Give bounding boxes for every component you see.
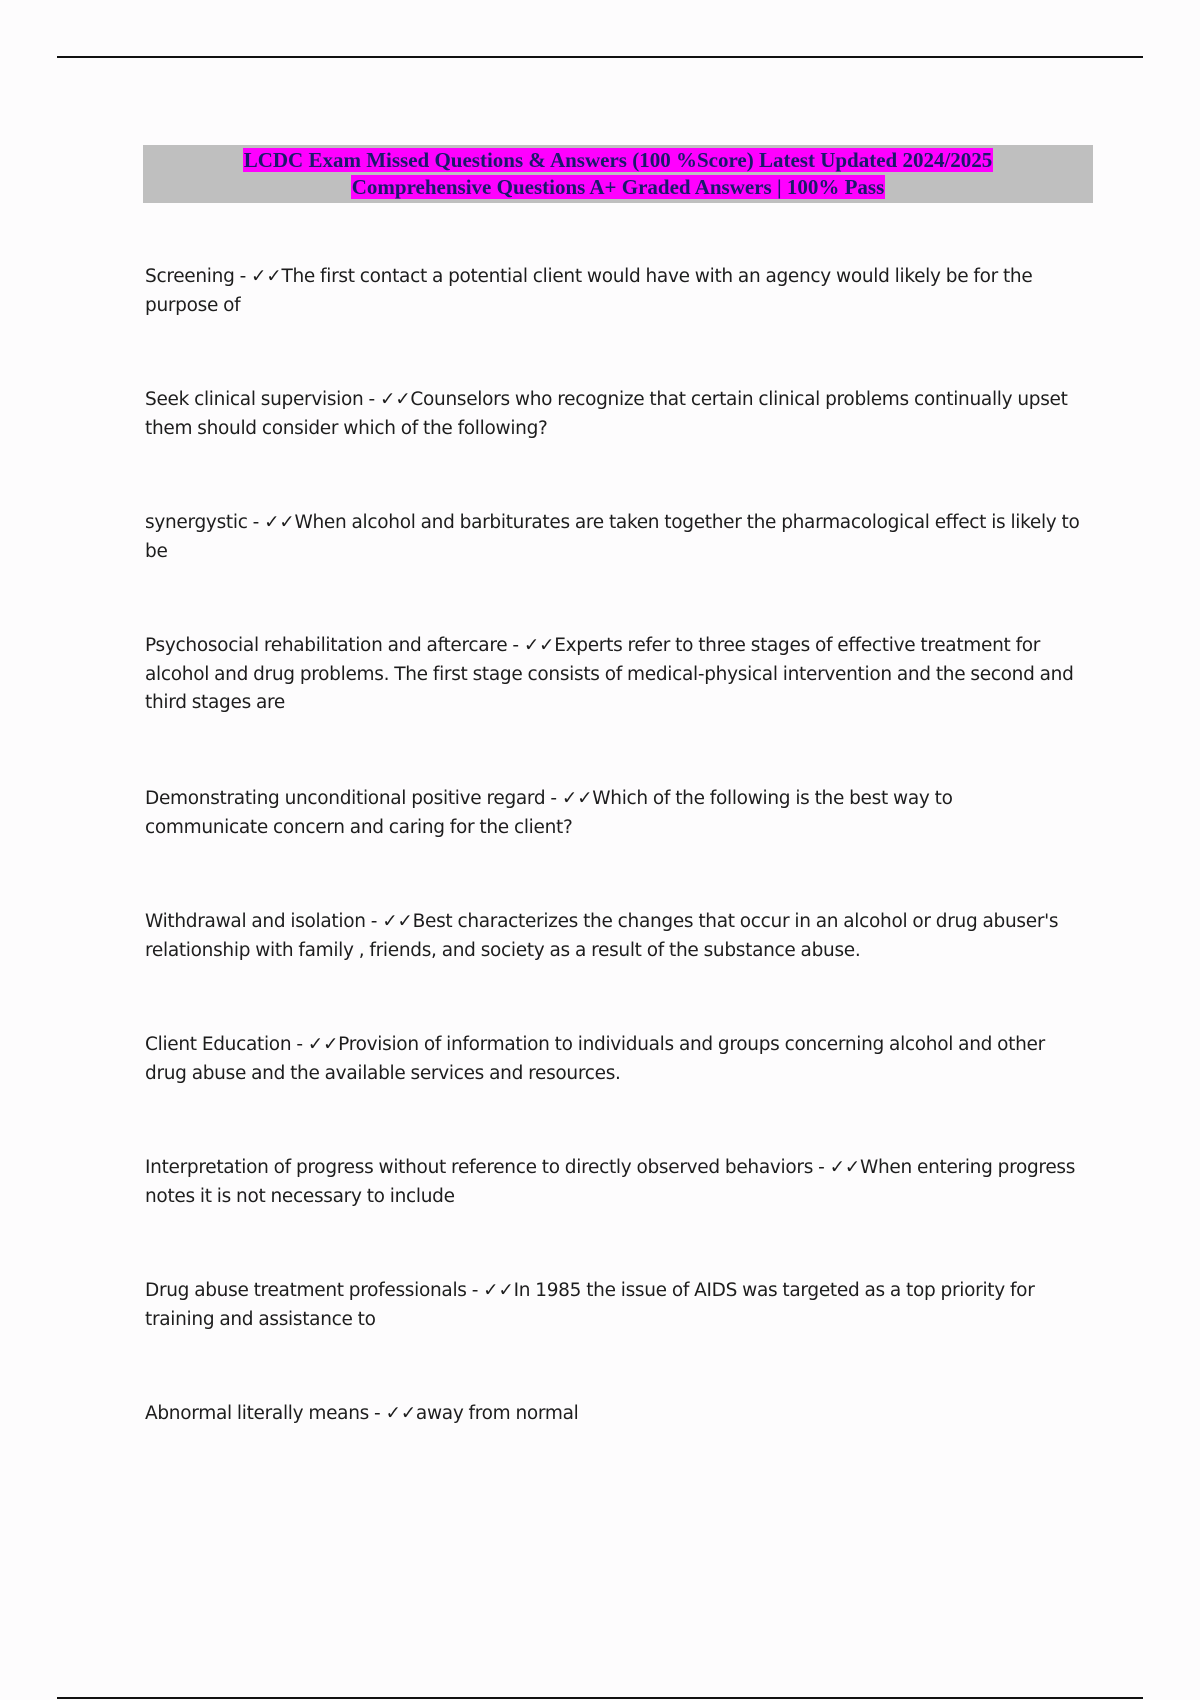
qa-entry: Psychosocial rehabilitation and aftercare - ✓✓Experts refer to three stages of effective treatment for alcohol and drug problems. The first stage consists of medical-physical intervention and the second and third stages are <box>145 635 1074 713</box>
document-title-banner <box>143 145 1093 203</box>
bottom-divider <box>57 1697 1143 1699</box>
qa-entry: Interpretation of progress without reference to directly observed behaviors - ✓✓When entering progress notes it is not necessary to include <box>145 1157 1076 1207</box>
top-divider <box>57 56 1143 58</box>
qa-entry: Client Education - ✓✓Provision of information to individuals and groups concerning alcohol and other drug abuse and the available services and resources. <box>145 1034 1045 1084</box>
qa-entry: Abnormal literally means - ✓✓away from normal <box>145 1403 579 1424</box>
qa-entry: Drug abuse treatment professionals - ✓✓In 1985 the issue of AIDS was targeted as a top priority for training and assistance to <box>145 1280 1035 1330</box>
qa-entry: synergystic - ✓✓When alcohol and barbiturates are taken together the pharmacological effect is likely to be <box>145 512 1080 562</box>
document-title-line-1: LCDC Exam Missed Questions & Answers (100 %Score) Latest Updated 2024/2025 <box>243 148 993 172</box>
qa-entry: Seek clinical supervision - ✓✓Counselors who recognize that certain clinical problems continually upset them should consider which of the following? <box>145 389 1068 439</box>
document-title-line-2: Comprehensive Questions A+ Graded Answers | 100% Pass <box>351 175 885 199</box>
qa-entry: Screening - ✓✓The first contact a potential client would have with an agency would likely be for the purpose of <box>145 266 1033 316</box>
qa-entry: Demonstrating unconditional positive regard - ✓✓Which of the following is the best way to communicate concern and caring for the client? <box>145 788 953 838</box>
qa-entry: Withdrawal and isolation - ✓✓Best characterizes the changes that occur in an alcohol or drug abuser's relationship with family , friends, and society as a result of the substance abuse. <box>145 911 1059 961</box>
